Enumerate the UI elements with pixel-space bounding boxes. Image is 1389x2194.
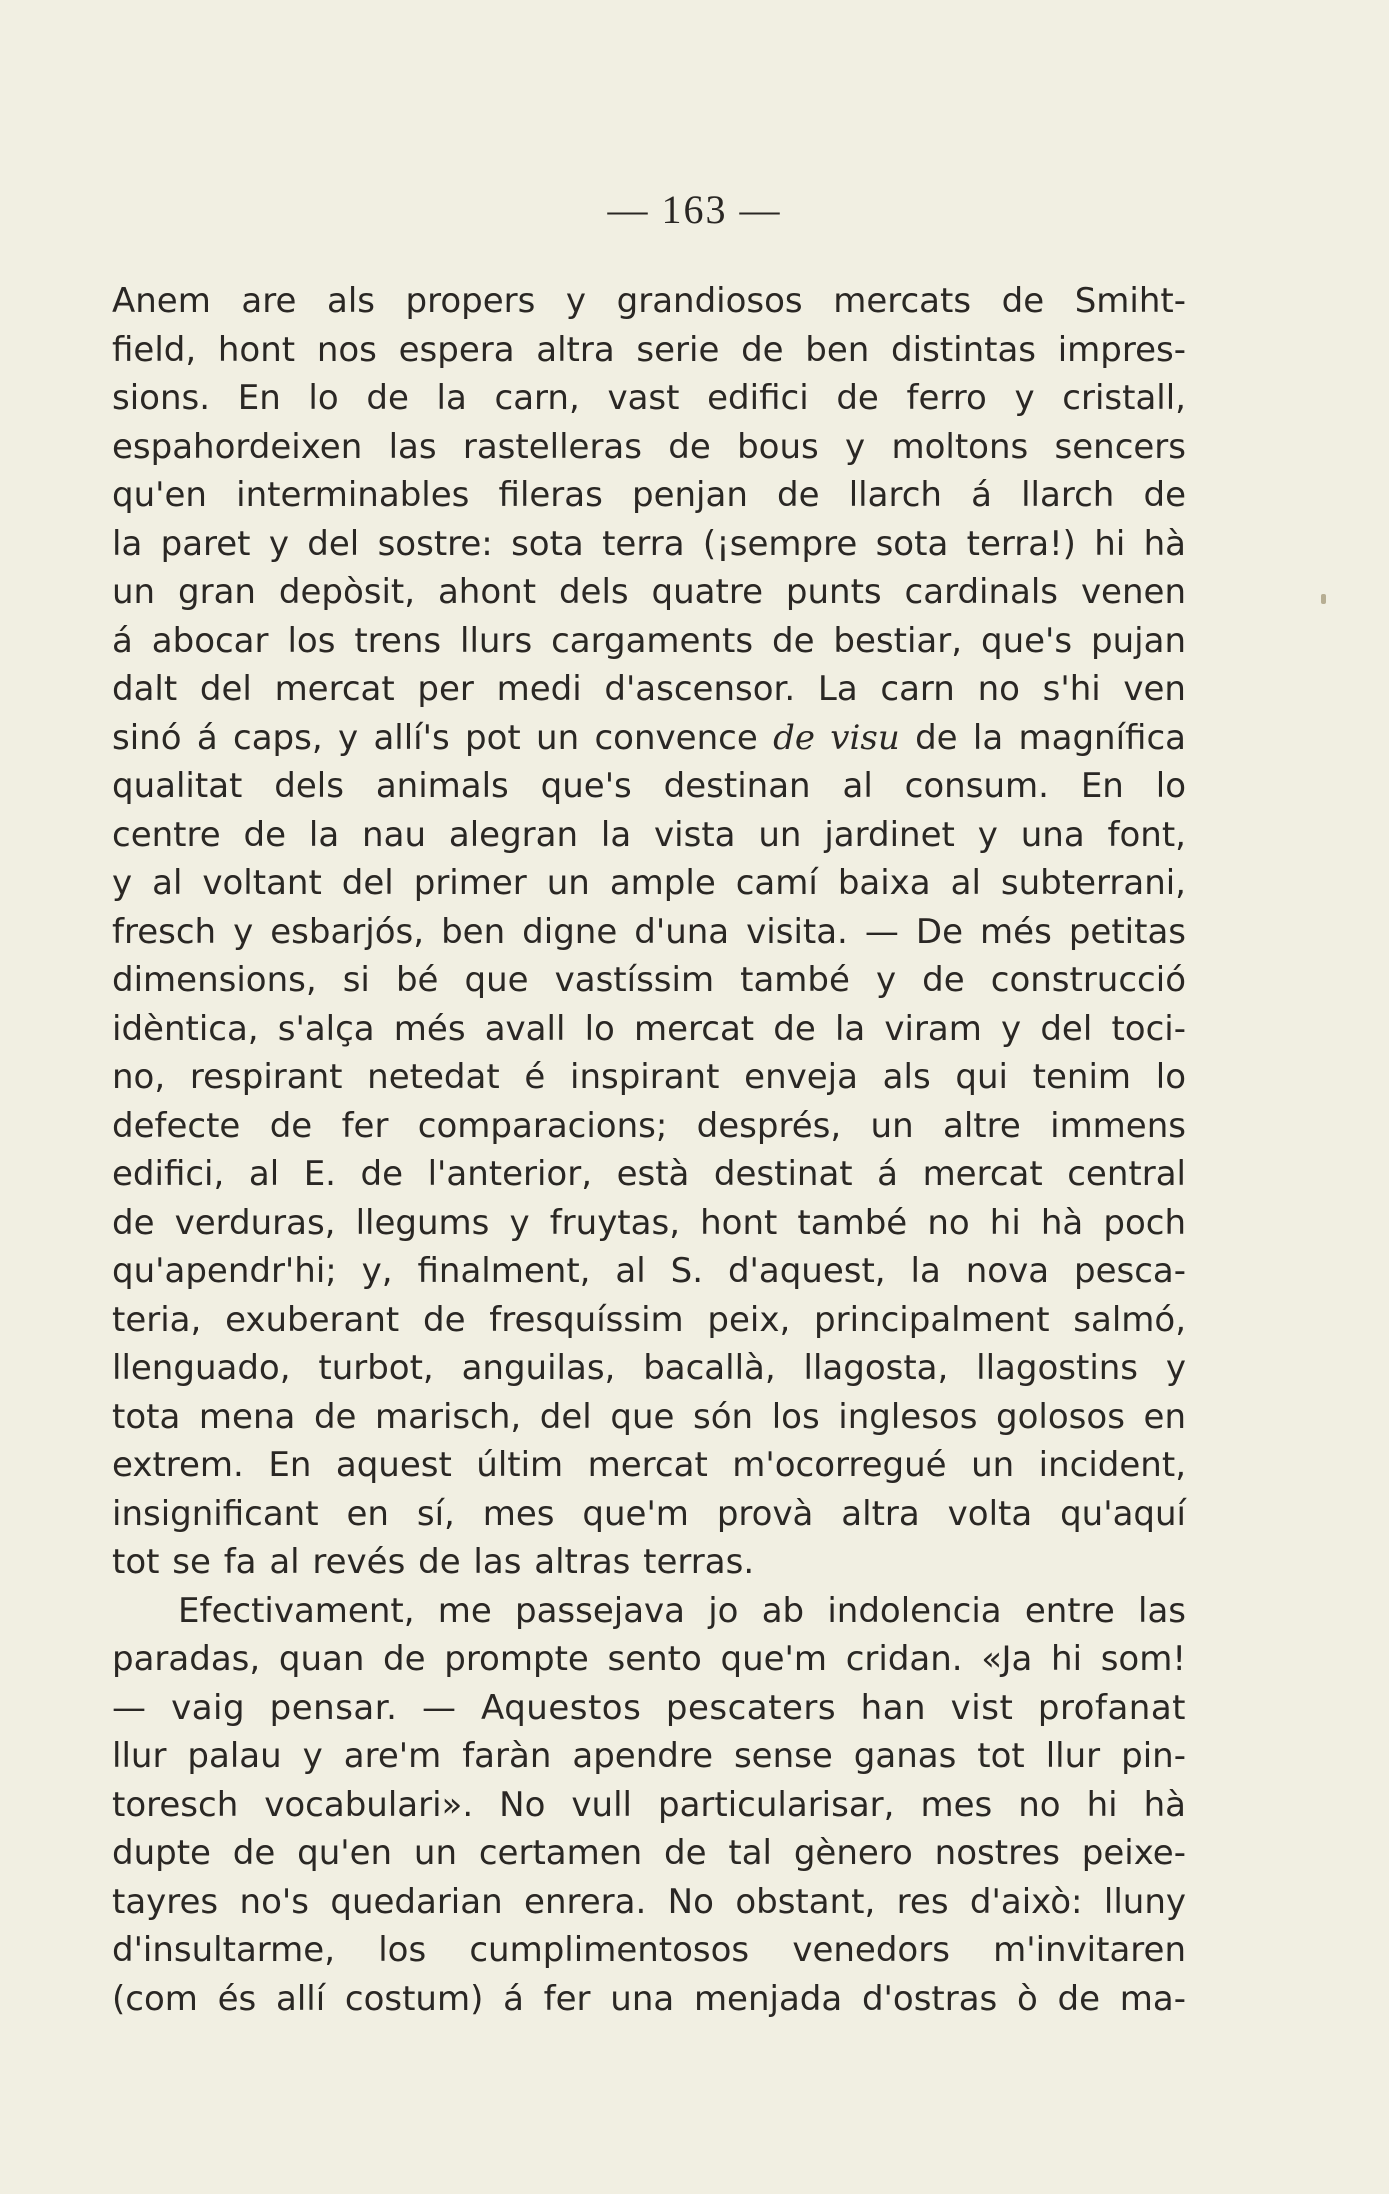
text-line: de verduras, llegums y fruytas, hont també no hi hà poch <box>112 1202 1186 1243</box>
margin-speck <box>1321 594 1326 604</box>
text-line: extrem. En aquest últim mercat m'ocorregué un incident, <box>112 1445 1186 1485</box>
italic-phrase: de visu <box>773 717 900 758</box>
paragraph-end-line: tot se fa al revés de las altras terras. <box>112 1542 755 1582</box>
text-line: dimensions, si bé que vastíssim també y de construcció <box>112 960 1186 1000</box>
paragraph-start-line: Efectivament, me passejava jo ab indolencia entre las <box>178 1590 1186 1631</box>
text-line: toresch vocabulari». No vull particularisar, mes no hi hà <box>112 1784 1186 1825</box>
text-line: llur palau y are'm faràn apendre sense ganas tot llur pin- <box>112 1736 1186 1776</box>
text-line: dalt del mercat per medi d'ascensor. La carn no s'hi ven <box>112 669 1186 709</box>
text-line: paradas, quan de prompte sento que'm cridan. «Ja hi som! <box>112 1639 1186 1679</box>
text-line: Anem are als propers y grandiosos mercats de Smiht- <box>112 281 1186 321</box>
text-line: edifici, al E. de l'anterior, està destinat á mercat central <box>112 1154 1186 1194</box>
text-line: qu'apendr'hi; y, finalment, al S. d'aquest, la nova pesca- <box>112 1251 1186 1291</box>
text-line: dupte de qu'en un certamen de tal gènero nostres peixe- <box>112 1833 1186 1873</box>
page-number: — 163 — <box>607 187 782 232</box>
text-line: field, hont nos espera altra serie de ben distintas impres- <box>112 329 1186 370</box>
text-line: d'insultarme, los cumplimentosos venedors m'invitaren <box>112 1930 1186 1970</box>
text-line: llenguado, turbot, anguilas, bacallà, llagosta, llagostins y <box>112 1348 1186 1388</box>
body-text <box>112 277 1186 2023</box>
text-line <box>112 714 1186 763</box>
text-line: no, respirant netedat é inspirant enveja als qui tenim lo <box>112 1057 1186 1097</box>
text-line: á abocar los trens llurs cargaments de bestiar, que's pujan <box>112 620 1186 661</box>
text-line: (com és allí costum) á fer una menjada d'ostras ò de ma- <box>112 1978 1186 2019</box>
text-line: tayres no's quedarian enrera. No obstant, res d'això: lluny <box>112 1881 1186 1922</box>
text-line: tota mena de marisch, del que són los inglesos golosos en <box>112 1396 1186 1437</box>
text-line: y al voltant del primer un ample camí baixa al subterrani, <box>112 863 1186 903</box>
text-line: — vaig pensar. — Aquestos pescaters han vist profanat <box>112 1687 1186 1728</box>
text-line: un gran depòsit, ahont dels quatre punts cardinals venen <box>112 572 1186 612</box>
text-line: insignificant en sí, mes que'm provà altra volta qu'aquí <box>112 1493 1186 1534</box>
text-line: fresch y esbarjós, ben digne d'una visita. — De més petitas <box>112 911 1186 952</box>
text-line: qualitat dels animals que's destinan al consum. En lo <box>112 766 1186 806</box>
text-line: centre de la nau alegran la vista un jardinet y una font, <box>112 814 1186 855</box>
text-line: qu'en interminables fileras penjan de llarch á llarch de <box>112 475 1186 515</box>
text-line: idèntica, s'alça més avall lo mercat de la viram y del toci- <box>112 1008 1186 1049</box>
text-span: de la magnífica <box>899 717 1186 758</box>
text-span: sinó á caps, y allí's pot un convence <box>112 717 774 758</box>
text-line: espahordeixen las rastelleras de bous y moltons sencers <box>112 426 1186 467</box>
text-line: defecte de fer comparacions; després, un altre immens <box>112 1105 1186 1146</box>
text-line: sions. En lo de la carn, vast edifici de ferro y cristall, <box>112 378 1186 418</box>
text-line: teria, exuberant de fresquíssim peix, principalment salmó, <box>112 1299 1186 1340</box>
text-line: la paret y del sostre: sota terra (¡sempre sota terra!) hi hà <box>112 523 1186 564</box>
